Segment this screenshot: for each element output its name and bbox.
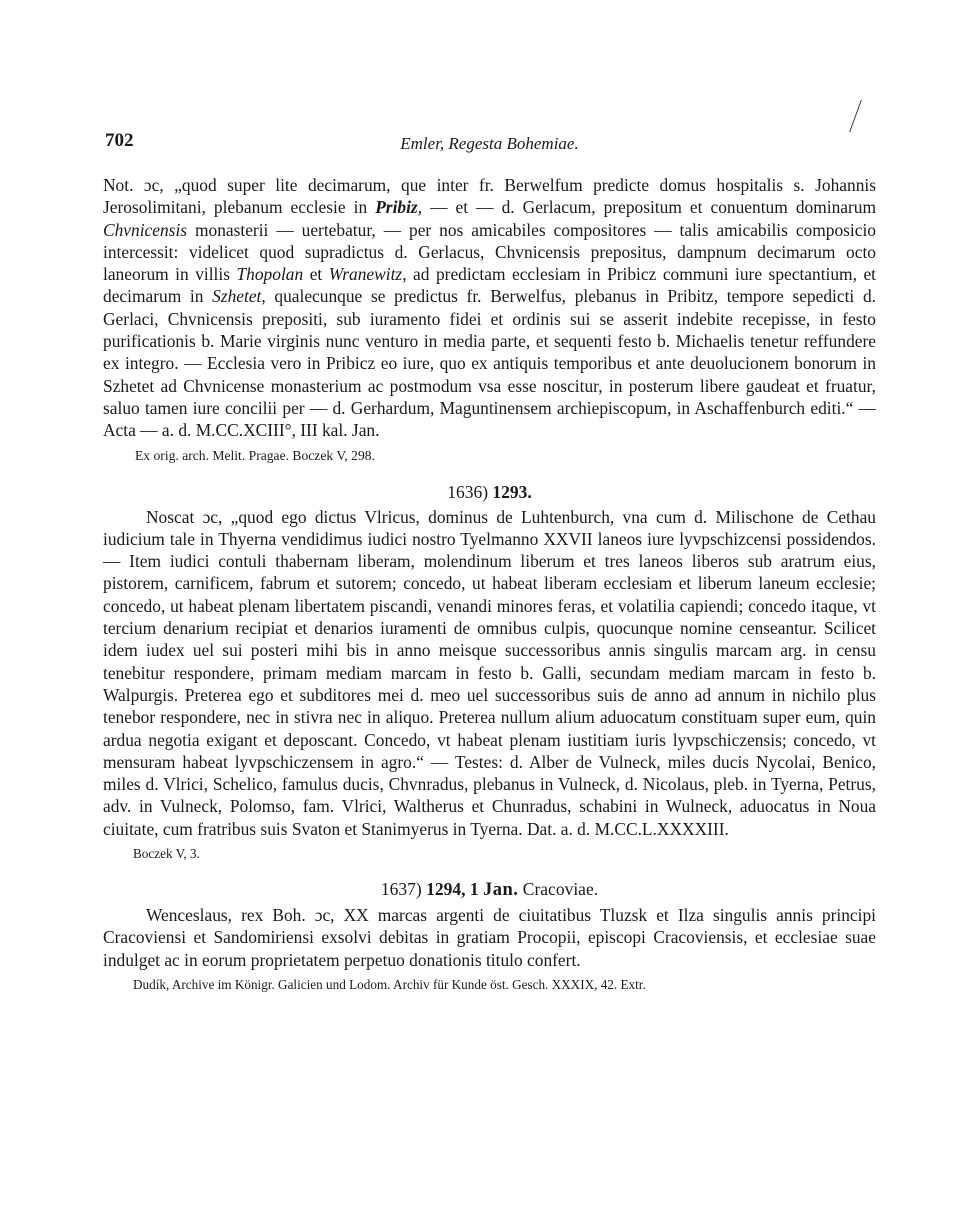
page xyxy=(103,126,876,994)
source-citation: Ex orig. arch. Melit. Pragae. Boczek V, 298. xyxy=(135,447,375,463)
entry-text: Noscat ɔc, „quod ego dictus Vlricus, dominus de Luhtenburch, vna cum d. Milischone de Cethau iudicium tale in Thyerna vendidimus iudici nostro Tyelmanno XXVII laneos iure lyvpschizcensi possidendos. — Item iudici contuli thabernam liberam, molendinum liberum et tres laneos liberos sub aratrum eius, pistorem, carnificem, fabrum et sutorem; concedo, ut habeat liberam ecclesiam et liberum laneum ecclesie; concedo, ut habeat plenam libertatem piscandi, venandi minores feras, et volatilia capiendi; concedo itaque, vt tercium denarium recipiat et denarios iuramenti de omnibus culpis, quocunque nomine censeantur. Scilicet idem iudex uel sui posteri mihi bis in anno meisque successoribus annis singulis marcam arg. in censu tenebitur respondere, primam mediam marcam in festo b. Galli, secundam mediam marcam in festo b. Walpurgis. Preterea ego et subditores mei d. meo uel successoribus suis de anno ad annum in nichilo plus tenebor respondere, nec in stivra nec in aliquo. Preterea nullum alium aduocatum constituam super eum, quin ardua negotia exigant et deposcant. Concedo, vt habeat plenam iustitiam iuris lyvpschiczensis; concedo, vt mensuram habeat lyvpschiczensem in agro.“ — Testes: d. Alber de Vulneck, miles ducis Nycolai, Benico, miles d. Vlrici, Schelico, famulus ducis, Chvnradus, plebanus in Vulneck, d. Nicolaus, pleb. in Tyerna, Petrus, adv. in Vulneck, Polomso, fam. Vlrici, Waltherus et Chunradus, schabini in Wulneck, aduocatus in Noua ciuitate, cum fratribus suis Svaton et Stanimyerus in Tyerna. Dat. a. d. M.CC.L.XXXXIII. xyxy=(103,506,876,839)
entry-heading: 1636) 1293. xyxy=(447,481,532,502)
source-citation: Boczek V, 3. xyxy=(133,846,200,862)
running-title: Emler, Regesta Bohemiae. xyxy=(400,134,579,153)
entry-heading: 1637) 1294, 1 Jan. Cracoviae. xyxy=(380,879,599,901)
entry-1636 xyxy=(103,480,876,863)
page-header xyxy=(103,126,876,156)
place-name: Thopolan xyxy=(236,264,304,285)
source-citation: Dudík, Archive im Königr. Galicien und Lodom. Archiv für Kunde öst. Gesch. XXXIX, 42. Extr. xyxy=(133,976,646,992)
entry-text: Wenceslaus, rex Boh. ɔc, XX marcas argenti de ciuitatibus Tluzsk et Ilza singulis annis principi Cracoviensi et Sandomiriensi exsolvi debitas in gratiam Procopii, episcopi Cracoviensis, et ecclesiae suae indulget ac in eorum proprietatem perpetuo donationis titulo confert. xyxy=(103,905,876,970)
entry-continued-text: Not. ɔc, „quod super lite decimarum, que inter fr. Berwelfum predicte domus hospitalis s. Johannis Jerosolimitani, plebanum ecclesie in Pribiz, — et — d. Gerlacum, prepositum et conuentum dominarum Chvnicensis monasterii — uertebatur, — per nos amicabiles compositores — talis amicabilis composicio intercessit: videlicet quod supradictus d. Gerlacus, Chvnicensis prepositus, dampnum decimarum octo laneorum in villis Thopolan et Wranewitz, ad predictam ecclesiam in Pribicz communi iure spectantium, et decimarum in Szhetet, qualecunque se predictus fr. Berwelfus, plebanus in Pribitz, tempore sepedicti d. Gerlaci, Chvnicensis prepositi, sub iuramento fidei et ordinis sui se asserit indebite recepisse, in festo purificationis b. Marie virginis nunc venturo in media parte, et sequenti festo b. Michaelis tenetur reffundere ex integro. — Ecclesia vero in Pribicz eo iure, quo ex antiquis temporibus et ante deuolucionem bonorum in Szhetet ad Chvnicense monasterium ac postmodum vsa esse noscitur, in posterum libere gaudeat et fruatur, saluo tamen iure concilii per — d. Gerhardum, Maguntinensem archiepiscopum, in Aschaffenburch editi.“ — Acta — a. d. M.CC.XCIII°, III kal. Jan. xyxy=(103,175,876,441)
entry-continued xyxy=(103,174,876,466)
place-name: Szhetet xyxy=(212,286,262,307)
place-name: Pribiz xyxy=(375,197,418,218)
entry-1637 xyxy=(103,877,876,994)
margin-pencil-mark xyxy=(829,100,862,132)
place-name: Chvnicensis xyxy=(103,219,188,240)
page-number: 702 xyxy=(105,130,134,151)
place-name: Wranewitz xyxy=(328,264,403,285)
